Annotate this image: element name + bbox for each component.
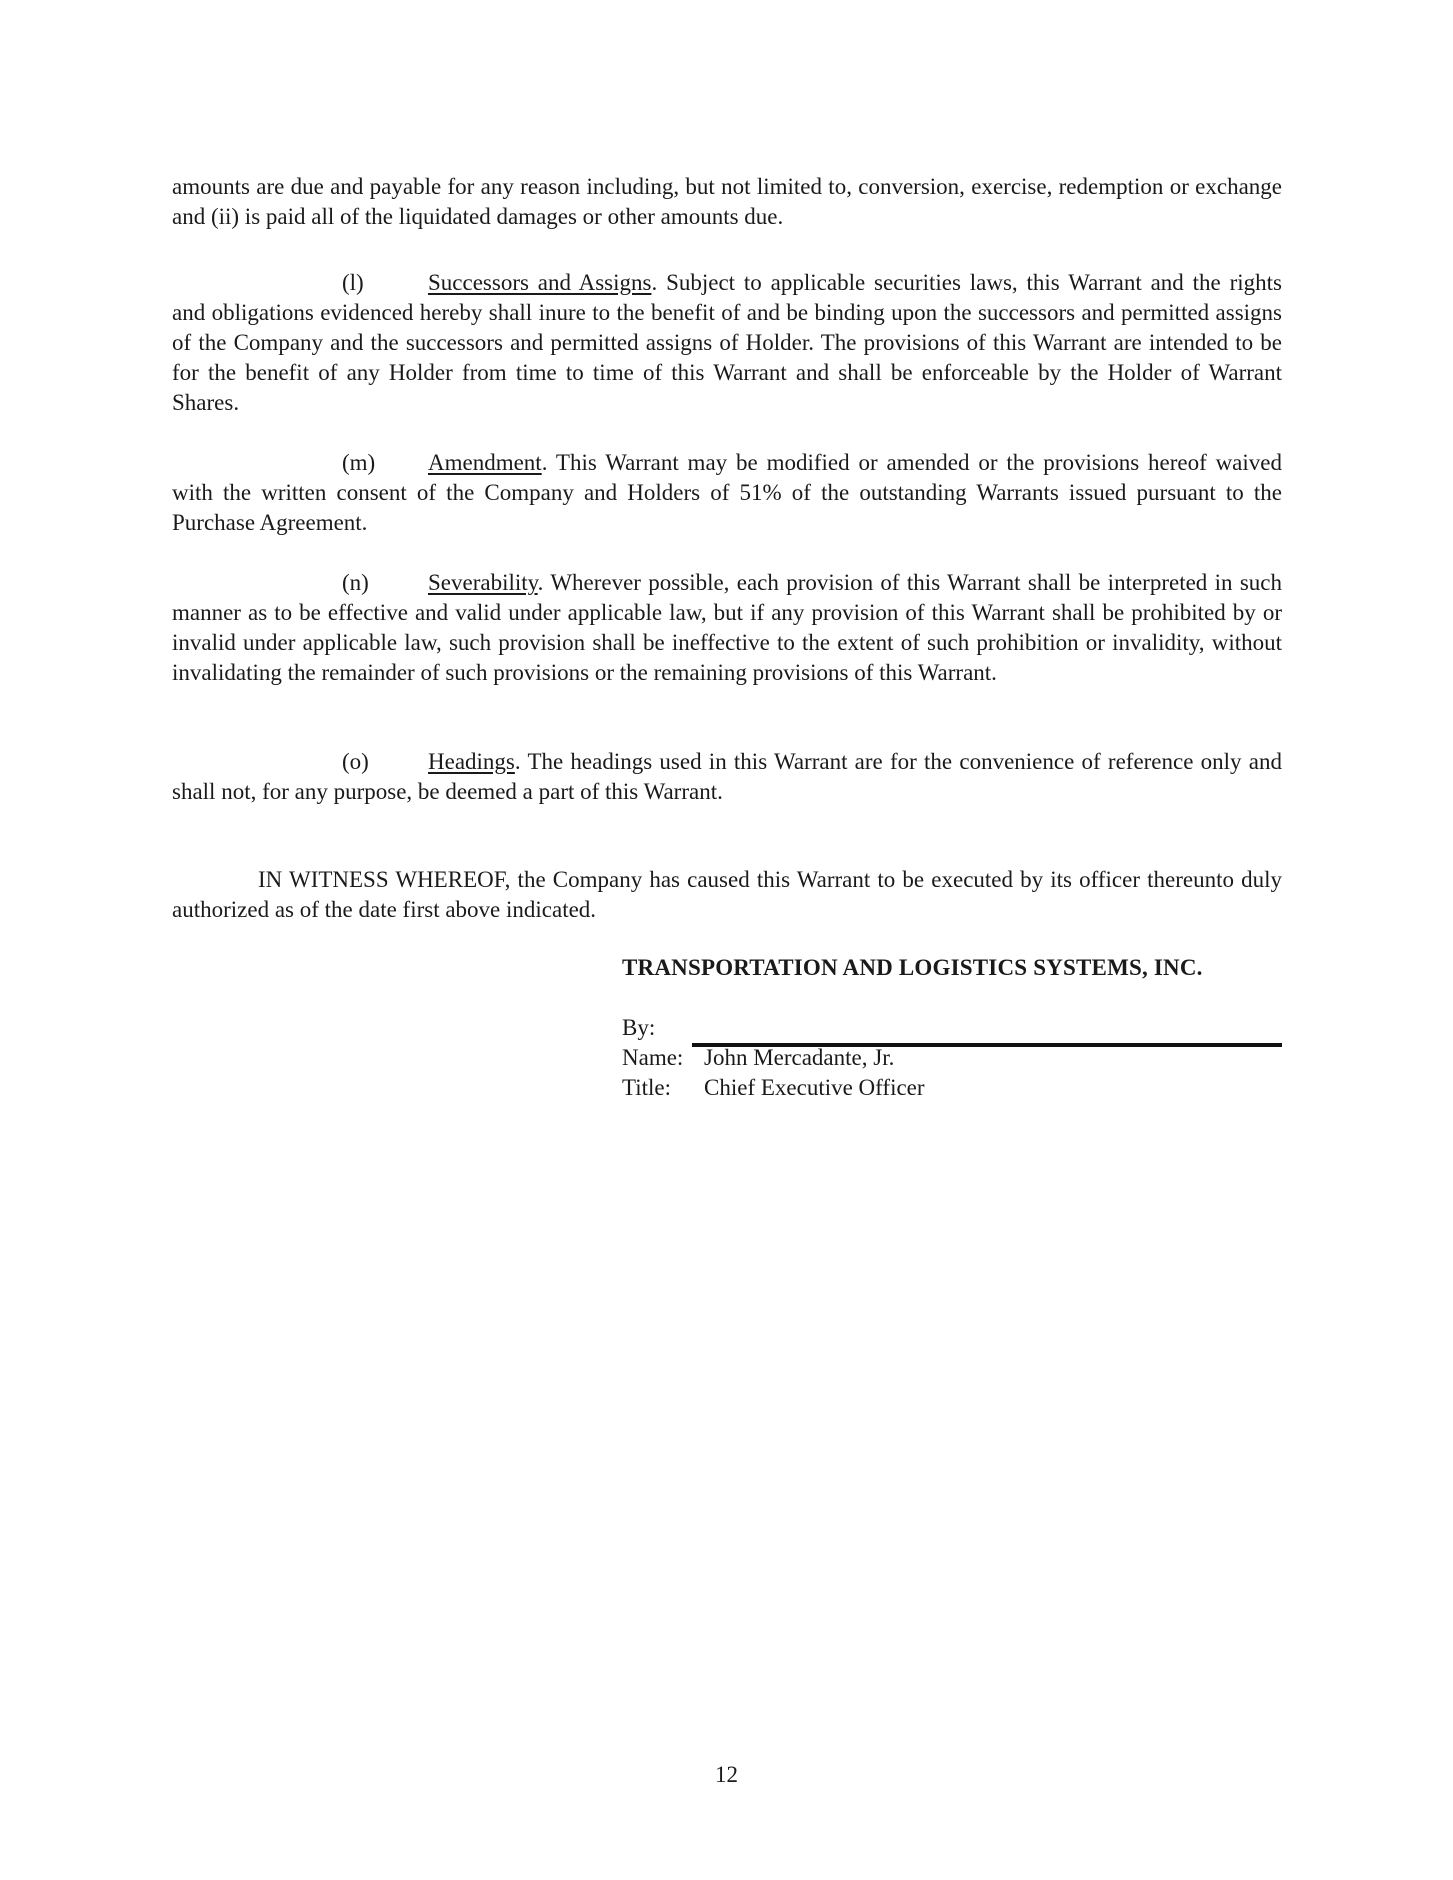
section-heading: Headings	[428, 749, 515, 774]
witness-paragraph: IN WITNESS WHEREOF, the Company has caused this Warrant to be executed by its officer thereunto duly authorized as of the date first above indicated.	[172, 867, 1282, 922]
signature-name-row	[622, 1043, 1282, 1073]
signer-title: Chief Executive Officer	[704, 1075, 925, 1100]
section-number: (o)	[342, 749, 369, 774]
company-name: TRANSPORTATION AND LOGISTICS SYSTEMS, INC.	[622, 955, 1203, 980]
title-label: Title:	[622, 1075, 672, 1100]
signature-title-row	[622, 1073, 1282, 1103]
name-label: Name:	[622, 1045, 684, 1070]
signer-name: John Mercadante, Jr.	[704, 1045, 895, 1070]
by-label: By:	[622, 1015, 656, 1040]
signature-by-row	[622, 1013, 1282, 1043]
section-m	[172, 448, 1282, 538]
page-number: 12	[715, 1762, 738, 1787]
section-body: . Wherever possible, each provision of this Warrant shall be interpreted in such manner as to be effective and valid under applicable law, but if any provision of this Warrant shall be prohibited by or invalid under applicable law, such provision shall be ineffective to the extent of such prohibition or invalidity, without invalidating the remainder of such provisions or the remaining provisions of this Warrant.	[172, 570, 1282, 685]
section-heading: Successors and Assigns	[428, 270, 652, 295]
section-body: . This Warrant may be modified or amended or the provisions hereof waived with the written consent of the Company and Holders of 51% of the outstanding Warrants issued pursuant to the Purchase Agreement.	[172, 450, 1282, 535]
section-number: (m)	[342, 450, 376, 475]
section-heading: Severability	[428, 570, 538, 595]
section-heading: Amendment	[428, 450, 542, 475]
continuation-paragraph: amounts are due and payable for any reason including, but not limited to, conversion, exercise, redemption or exchange and (ii) is paid all of the liquidated damages or other amounts due.	[172, 174, 1282, 229]
section-l	[172, 268, 1282, 418]
signature-block	[622, 953, 1282, 1103]
section-number: (n)	[342, 570, 369, 595]
section-n	[172, 568, 1282, 688]
section-body: . Subject to applicable securities laws, this Warrant and the rights and obligations evidenced hereby shall inure to the benefit of and be binding upon the successors and permitted assigns of the Company and the successors and permitted assigns of Holder. The provisions of this Warrant are intended to be for the benefit of any Holder from time to time of this Warrant and shall be enforceable by the Holder of Warrant Shares.	[172, 270, 1282, 415]
section-number: (l)	[342, 270, 364, 295]
section-body: . The headings used in this Warrant are for the convenience of reference only and shall not, for any purpose, be deemed a part of this Warrant.	[172, 749, 1282, 804]
section-o	[172, 747, 1282, 807]
